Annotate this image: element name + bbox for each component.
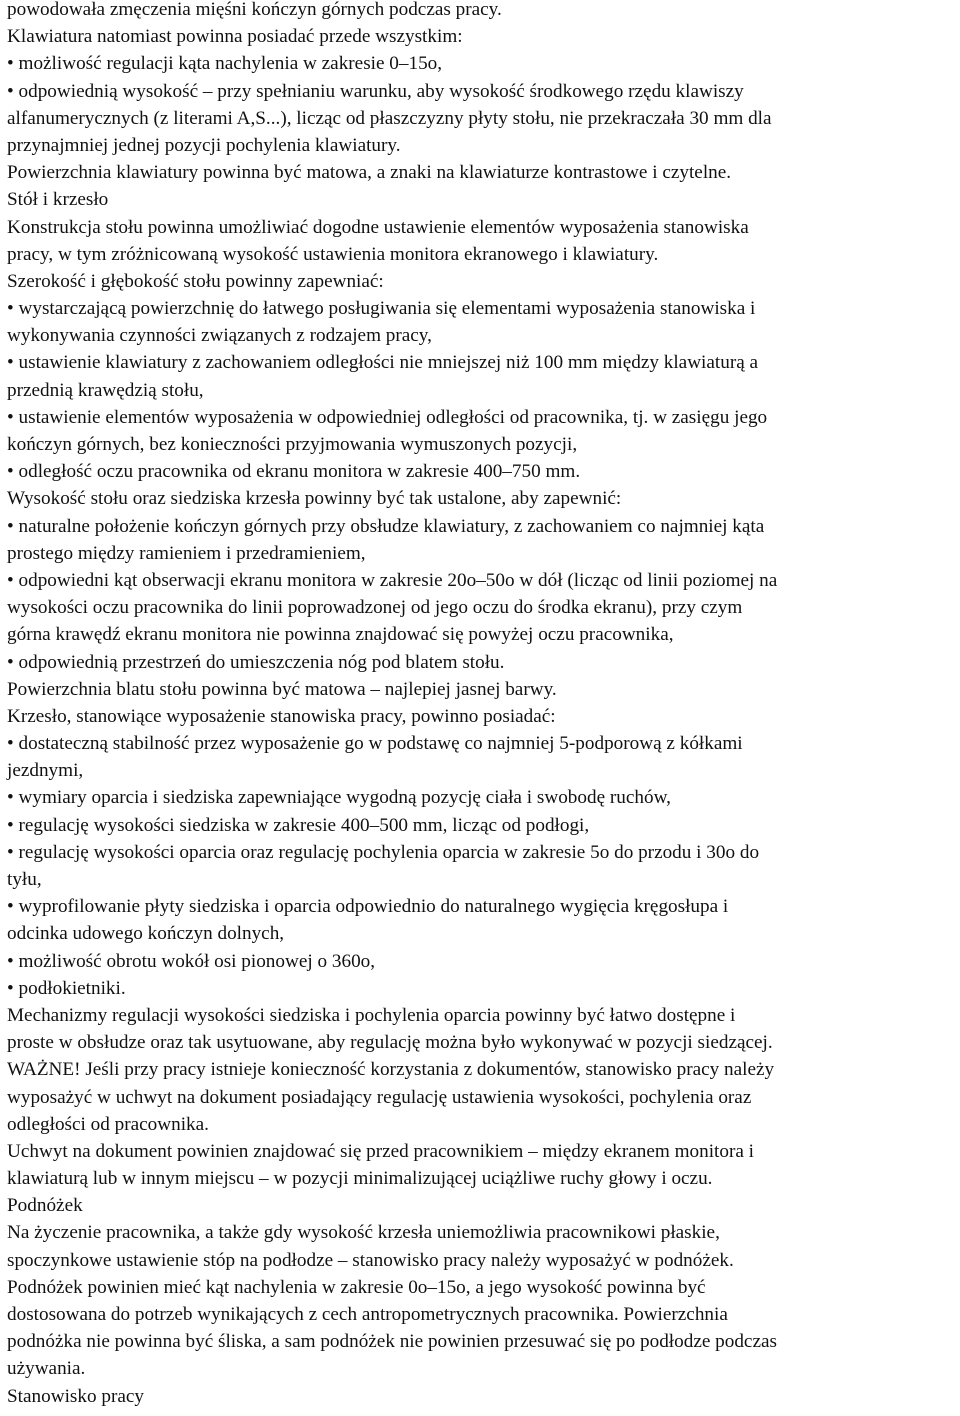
text-line: przynajmniej jednej pozycji pochylenia klawiatury. xyxy=(7,134,401,156)
text-line: odległości od pracownika. xyxy=(7,1113,209,1135)
section-heading: Podnóżek xyxy=(7,1195,83,1217)
text-line: Konstrukcja stołu powinna umożliwiać dogodne ustawienie elementów wyposażenia stanowiska xyxy=(7,216,749,238)
text-line: przednią krawędzią stołu, xyxy=(7,379,204,401)
text-line: WAŻNE! Jeśli przy pracy istnieje konieczność korzystania z dokumentów, stanowisko pracy należy xyxy=(7,1059,775,1081)
list-item-line: • dostateczną stabilność przez wyposażenie go w podstawę co najmniej 5-podporową z kółkami xyxy=(7,733,743,755)
text-line: alfanumerycznych (z literami A,S...), licząc od płaszczyzny płyty stołu, nie przekraczała 30 mm dla xyxy=(7,107,772,129)
list-item-line: • wymiary oparcia i siedziska zapewniające wygodną pozycję ciała i swobodę ruchów, xyxy=(7,787,671,809)
text-line: kończyn górnych, bez konieczności przyjmowania wymuszonych pozycji, xyxy=(7,434,578,455)
list-item-line: • możliwość obrotu wokół osi pionowej o 360o, xyxy=(7,950,376,972)
text-line: spoczynkowe ustawienie stóp na podłodze – stanowisko pracy należy wyposażyć w podnóżek. xyxy=(7,1249,734,1271)
text-line: wykonywania czynności związanych z rodzajem pracy, xyxy=(7,325,432,347)
text-line: Mechanizmy regulacji wysokości siedziska i pochylenia oparcia powinny być łatwo dostępne i xyxy=(7,1004,736,1026)
text-line: proste w obsłudze oraz tak usytuowane, aby regulację można było wykonywać w pozycji siedzącej. xyxy=(7,1032,773,1054)
list-item-line: • odpowiednią przestrzeń do umieszczenia nóg pod blatem stołu. xyxy=(7,651,505,673)
text-line: jezdnymi, xyxy=(7,760,84,782)
list-item-line: • naturalne położenie kończyn górnych przy obsłudze klawiatury, z zachowaniem co najmniej kąta xyxy=(7,515,765,537)
text-line: dostosowana do potrzeb wynikających z cech antropometrycznych pracownika. Powierzchnia xyxy=(7,1304,728,1325)
text-line: podnóżka nie powinna być śliska, a sam podnóżek nie powinien przesuwać się po podłodze podczas xyxy=(7,1331,777,1353)
list-item-line: • odległość oczu pracownika od ekranu monitora w zakresie 400–750 mm. xyxy=(7,461,581,483)
list-item-line: • ustawienie klawiatury z zachowaniem odległości nie mniejszej niż 100 mm między klawiaturą a xyxy=(7,352,759,374)
text-line: Klawiatura natomiast powinna posiadać przede wszystkim: xyxy=(7,26,463,48)
text-line: Szerokość i głębokość stołu powinny zapewniać: xyxy=(7,270,384,292)
text-line: powodowała zmęczenia mięśni kończyn górnych podczas pracy. xyxy=(7,0,502,20)
text-line: Wysokość stołu oraz siedziska krzesła powinny być tak ustalone, aby zapewnić: xyxy=(7,488,622,510)
text-line: używania. xyxy=(7,1358,86,1380)
list-item-line: • wystarczającą powierzchnię do łatwego posługiwania się elementami wyposażenia stanowiska i xyxy=(7,298,756,320)
document-page xyxy=(7,0,953,1410)
text-line: Powierzchnia klawiatury powinna być matowa, a znaki na klawiaturze kontrastowe i czytelne. xyxy=(7,162,732,184)
list-item-line: • odpowiednią wysokość – przy spełnianiu warunku, aby wysokość środkowego rzędu klawiszy xyxy=(7,80,744,102)
list-item-line: • regulację wysokości siedziska w zakresie 400–500 mm, licząc od podłogi, xyxy=(7,814,590,836)
text-line: Na życzenie pracownika, a także gdy wysokość krzesła uniemożliwia pracownikowi płaskie, xyxy=(7,1222,720,1244)
list-item-line: • ustawienie elementów wyposażenia w odpowiedniej odległości od pracownika, tj. w zasięgu jego xyxy=(7,406,768,428)
list-item-line: • wyprofilowanie płyty siedziska i oparcia odpowiednio do naturalnego wygięcia kręgosłupa i xyxy=(7,896,729,918)
text-line: Powierzchnia blatu stołu powinna być matowa – najlepiej jasnej barwy. xyxy=(7,678,557,700)
list-item-line: • możliwość regulacji kąta nachylenia w zakresie 0–15o, xyxy=(7,53,443,75)
section-heading: Stół i krzesło xyxy=(7,189,109,211)
text-line: wysokości oczu pracownika do linii poprowadzonej od jego oczu do środka ekranu), przy czym xyxy=(7,597,743,619)
text-line: klawiaturą lub w innym miejscu – w pozycji minimalizującej uciążliwe ruchy głowy i oczu. xyxy=(7,1168,713,1190)
list-item-line: • podłokietniki. xyxy=(7,977,126,999)
list-item-line: • regulację wysokości oparcia oraz regulację pochylenia oparcia w zakresie 5o do przodu i 30o do xyxy=(7,841,760,863)
text-line: Podnóżek powinien mieć kąt nachylenia w zakresie 0o–15o, a jego wysokość powinna być xyxy=(7,1276,706,1298)
text-line: wyposażyć w uchwyt na dokument posiadający regulację ustawienia wysokości, pochylenia oraz xyxy=(7,1086,752,1108)
text-line: górna krawędź ekranu monitora nie powinna znajdować się powyżej oczu pracownika, xyxy=(7,624,674,646)
list-item-line: • odpowiedni kąt obserwacji ekranu monitora w zakresie 20o–50o w dół (licząc od linii poziomej na xyxy=(7,569,778,591)
text-line: Uchwyt na dokument powinien znajdować się przed pracownikiem – między ekranem monitora i xyxy=(7,1140,755,1162)
text-line: odcinka udowego kończyn dolnych, xyxy=(7,923,285,945)
text-line: prostego między ramieniem i przedramieniem, xyxy=(7,542,366,564)
text-line: tyłu, xyxy=(7,869,42,890)
text-line: Krzesło, stanowiące wyposażenie stanowiska pracy, powinno posiadać: xyxy=(7,705,556,727)
text-line: pracy, w tym zróżnicowaną wysokość ustawienia monitora ekranowego i klawiatury. xyxy=(7,243,659,265)
section-heading: Stanowisko pracy xyxy=(7,1385,144,1407)
